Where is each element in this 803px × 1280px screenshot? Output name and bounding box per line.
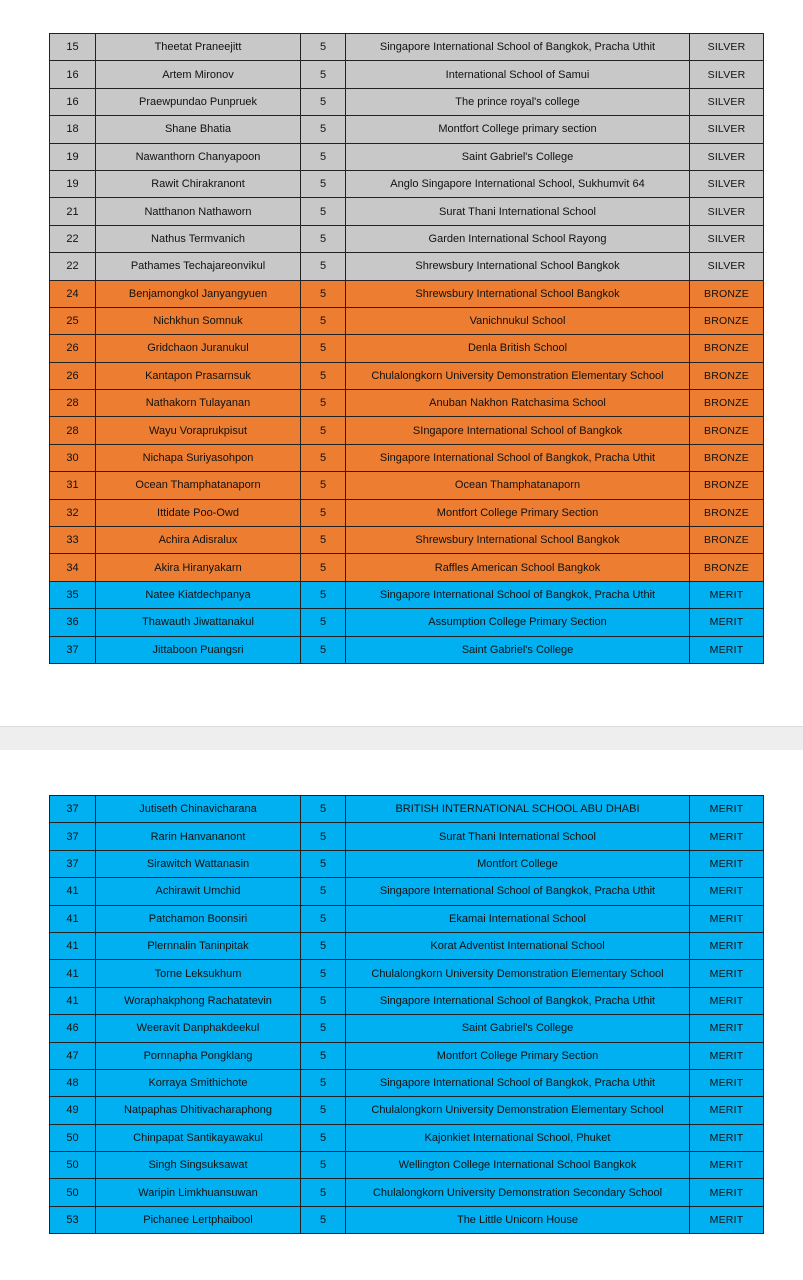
grade-cell: 5 [301,1042,346,1069]
table-row [50,280,764,307]
student-name-cell: Nichkhun Somnuk [96,307,301,334]
student-name-cell: Nichapa Suriyasohpon [96,444,301,471]
grade-cell: 5 [301,116,346,143]
table-row [50,905,764,932]
school-cell: Denla British School [346,335,690,362]
award-badge: BRONZE [690,444,764,471]
rank-cell: 22 [50,225,96,252]
grade-cell: 5 [301,307,346,334]
award-badge: BRONZE [690,499,764,526]
table-row [50,960,764,987]
award-badge: MERIT [690,1152,764,1179]
rank-cell: 41 [50,905,96,932]
rank-cell: 32 [50,499,96,526]
table-row [50,88,764,115]
school-cell: Montfort College Primary Section [346,499,690,526]
student-name-cell: Nathus Termvanich [96,225,301,252]
table-row [50,116,764,143]
table-row [50,796,764,823]
grade-cell: 5 [301,1069,346,1096]
award-badge: BRONZE [690,335,764,362]
award-badge: MERIT [690,581,764,608]
award-badge: MERIT [690,1042,764,1069]
rank-cell: 37 [50,796,96,823]
grade-cell: 5 [301,1097,346,1124]
student-name-cell: Korraya Smithichote [96,1069,301,1096]
student-name-cell: Wayu Voraprukpisut [96,417,301,444]
award-badge: MERIT [690,1097,764,1124]
student-name-cell: Ittidate Poo-Owd [96,499,301,526]
rank-cell: 47 [50,1042,96,1069]
table-row [50,417,764,444]
grade-cell: 5 [301,417,346,444]
student-name-cell: Jutiseth Chinavicharana [96,796,301,823]
student-name-cell: Sirawitch Wattanasin [96,850,301,877]
grade-cell: 5 [301,905,346,932]
rank-cell: 31 [50,472,96,499]
page-separator [0,726,803,751]
results-table-body [50,34,764,664]
rank-cell: 16 [50,61,96,88]
rank-cell: 21 [50,198,96,225]
grade-cell: 5 [301,1152,346,1179]
school-cell: Garden International School Rayong [346,225,690,252]
grade-cell: 5 [301,143,346,170]
table-row [50,390,764,417]
rank-cell: 34 [50,554,96,581]
school-cell: Montfort College primary section [346,116,690,143]
table-row [50,307,764,334]
student-name-cell: Natthanon Nathaworn [96,198,301,225]
grade-cell: 5 [301,527,346,554]
rank-cell: 26 [50,335,96,362]
student-name-cell: Torne Leksukhum [96,960,301,987]
rank-cell: 35 [50,581,96,608]
grade-cell: 5 [301,823,346,850]
rank-cell: 41 [50,932,96,959]
school-cell: Assumption College Primary Section [346,609,690,636]
rank-cell: 15 [50,34,96,61]
school-cell: Singapore International School of Bangkok, Pracha Uthit [346,1069,690,1096]
student-name-cell: Natpaphas Dhitivacharaphong [96,1097,301,1124]
award-badge: BRONZE [690,472,764,499]
school-cell: Singapore International School of Bangkok, Pracha Uthit [346,987,690,1014]
table-row [50,1015,764,1042]
grade-cell: 5 [301,932,346,959]
school-cell: Shrewsbury International School Bangkok [346,280,690,307]
student-name-cell: Natee Kiatdechpanya [96,581,301,608]
table-row [50,253,764,280]
table-row [50,1042,764,1069]
table-row [50,609,764,636]
award-badge: BRONZE [690,554,764,581]
grade-cell: 5 [301,444,346,471]
rank-cell: 28 [50,390,96,417]
student-name-cell: Nathakorn Tulayanan [96,390,301,417]
student-name-cell: Shane Bhatia [96,116,301,143]
school-cell: Anglo Singapore International School, Sukhumvit 64 [346,170,690,197]
grade-cell: 5 [301,390,346,417]
student-name-cell: Plernnalin Taninpitak [96,932,301,959]
award-badge: MERIT [690,823,764,850]
rank-cell: 25 [50,307,96,334]
award-badge: SILVER [690,116,764,143]
school-cell: Chulalongkorn University Demonstration Elementary School [346,1097,690,1124]
school-cell: Kajonkiet International School, Phuket [346,1124,690,1151]
grade-cell: 5 [301,1015,346,1042]
student-name-cell: Weeravit Danphakdeekul [96,1015,301,1042]
award-badge: BRONZE [690,362,764,389]
grade-cell: 5 [301,280,346,307]
rank-cell: 37 [50,636,96,663]
rank-cell: 41 [50,987,96,1014]
student-name-cell: Patchamon Boonsiri [96,905,301,932]
table-row [50,636,764,663]
table-row [50,932,764,959]
rank-cell: 46 [50,1015,96,1042]
award-badge: MERIT [690,850,764,877]
school-cell: Chulalongkorn University Demonstration Elementary School [346,960,690,987]
results-table-page-2 [49,795,764,1234]
table-row [50,472,764,499]
rank-cell: 50 [50,1179,96,1206]
table-row [50,554,764,581]
school-cell: Ocean Thamphatanaporn [346,472,690,499]
student-name-cell: Achira Adisralux [96,527,301,554]
award-badge: BRONZE [690,307,764,334]
rank-cell: 26 [50,362,96,389]
table-row [50,1152,764,1179]
school-cell: Wellington College International School Bangkok [346,1152,690,1179]
rank-cell: 37 [50,823,96,850]
results-table-body [50,796,764,1234]
school-cell: Saint Gabriel's College [346,636,690,663]
school-cell: Anuban Nakhon Ratchasima School [346,390,690,417]
school-cell: Surat Thani International School [346,198,690,225]
rank-cell: 37 [50,850,96,877]
rank-cell: 49 [50,1097,96,1124]
rank-cell: 19 [50,170,96,197]
rank-cell: 24 [50,280,96,307]
student-name-cell: Pathames Techajareonvikul [96,253,301,280]
rank-cell: 50 [50,1152,96,1179]
award-badge: MERIT [690,609,764,636]
table-row [50,444,764,471]
school-cell: Chulalongkorn University Demonstration Elementary School [346,362,690,389]
award-badge: SILVER [690,253,764,280]
award-badge: MERIT [690,1124,764,1151]
rank-cell: 50 [50,1124,96,1151]
rank-cell: 36 [50,609,96,636]
student-name-cell: Pornnapha Pongklang [96,1042,301,1069]
school-cell: Ekamai International School [346,905,690,932]
table-row [50,143,764,170]
grade-cell: 5 [301,878,346,905]
student-name-cell: Artem Mironov [96,61,301,88]
rank-cell: 22 [50,253,96,280]
rank-cell: 48 [50,1069,96,1096]
award-badge: SILVER [690,170,764,197]
grade-cell: 5 [301,198,346,225]
table-row [50,225,764,252]
grade-cell: 5 [301,335,346,362]
student-name-cell: Ocean Thamphatanaporn [96,472,301,499]
student-name-cell: Achirawit Umchid [96,878,301,905]
grade-cell: 5 [301,253,346,280]
award-badge: SILVER [690,198,764,225]
school-cell: Montfort College Primary Section [346,1042,690,1069]
table-row [50,34,764,61]
school-cell: BRITISH INTERNATIONAL SCHOOL ABU DHABI [346,796,690,823]
grade-cell: 5 [301,796,346,823]
grade-cell: 5 [301,88,346,115]
grade-cell: 5 [301,581,346,608]
student-name-cell: Benjamongkol Janyangyuen [96,280,301,307]
rank-cell: 16 [50,88,96,115]
award-badge: MERIT [690,960,764,987]
rank-cell: 33 [50,527,96,554]
school-cell: Saint Gabriel's College [346,143,690,170]
table-row [50,850,764,877]
school-cell: The prince royal's college [346,88,690,115]
table-row [50,878,764,905]
rank-cell: 30 [50,444,96,471]
grade-cell: 5 [301,554,346,581]
award-badge: MERIT [690,1015,764,1042]
student-name-cell: Chinpapat Santikayawakul [96,1124,301,1151]
table-row [50,362,764,389]
grade-cell: 5 [301,1179,346,1206]
student-name-cell: Rawit Chirakranont [96,170,301,197]
student-name-cell: Theetat Praneejitt [96,34,301,61]
school-cell: Montfort College [346,850,690,877]
school-cell: SIngapore International School of Bangkok [346,417,690,444]
student-name-cell: Nawanthorn Chanyapoon [96,143,301,170]
student-name-cell: Gridchaon Juranukul [96,335,301,362]
table-row [50,170,764,197]
student-name-cell: Praewpundao Punpruek [96,88,301,115]
award-badge: MERIT [690,1179,764,1206]
award-badge: MERIT [690,796,764,823]
grade-cell: 5 [301,170,346,197]
table-row [50,1206,764,1233]
table-row [50,335,764,362]
award-badge: SILVER [690,88,764,115]
table-row [50,1097,764,1124]
student-name-cell: Waripin Limkhuansuwan [96,1179,301,1206]
school-cell: Surat Thani International School [346,823,690,850]
student-name-cell: Jittaboon Puangsri [96,636,301,663]
grade-cell: 5 [301,34,346,61]
award-badge: BRONZE [690,527,764,554]
award-badge: SILVER [690,34,764,61]
award-badge: SILVER [690,143,764,170]
grade-cell: 5 [301,1206,346,1233]
results-page-2 [0,750,803,1280]
grade-cell: 5 [301,472,346,499]
grade-cell: 5 [301,850,346,877]
award-badge: MERIT [690,1069,764,1096]
school-cell: Shrewsbury International School Bangkok [346,253,690,280]
table-row [50,987,764,1014]
table-row [50,61,764,88]
school-cell: Vanichnukul School [346,307,690,334]
school-cell: Chulalongkorn University Demonstration Secondary School [346,1179,690,1206]
school-cell: Singapore International School of Bangkok, Pracha Uthit [346,444,690,471]
rank-cell: 28 [50,417,96,444]
school-cell: Raffles American School Bangkok [346,554,690,581]
award-badge: SILVER [690,61,764,88]
student-name-cell: Pichanee Lertphaibool [96,1206,301,1233]
award-badge: MERIT [690,1206,764,1233]
rank-cell: 41 [50,878,96,905]
school-cell: Singapore International School of Bangkok, Pracha Uthit [346,34,690,61]
grade-cell: 5 [301,987,346,1014]
school-cell: Singapore International School of Bangkok, Pracha Uthit [346,581,690,608]
table-row [50,527,764,554]
award-badge: MERIT [690,636,764,663]
grade-cell: 5 [301,636,346,663]
table-row [50,581,764,608]
results-table-page-1 [49,33,764,664]
table-row [50,1179,764,1206]
grade-cell: 5 [301,960,346,987]
table-row [50,499,764,526]
school-cell: The Little Unicorn House [346,1206,690,1233]
award-badge: MERIT [690,987,764,1014]
award-badge: BRONZE [690,280,764,307]
award-badge: BRONZE [690,417,764,444]
rank-cell: 19 [50,143,96,170]
student-name-cell: Singh Singsuksawat [96,1152,301,1179]
table-row [50,1069,764,1096]
grade-cell: 5 [301,609,346,636]
grade-cell: 5 [301,362,346,389]
rank-cell: 18 [50,116,96,143]
rank-cell: 53 [50,1206,96,1233]
student-name-cell: Kantapon Prasarnsuk [96,362,301,389]
school-cell: International School of Samui [346,61,690,88]
table-row [50,1124,764,1151]
student-name-cell: Thawauth Jiwattanakul [96,609,301,636]
award-badge: SILVER [690,225,764,252]
table-row [50,823,764,850]
school-cell: Korat Adventist International School [346,932,690,959]
student-name-cell: Woraphakphong Rachatatevin [96,987,301,1014]
award-badge: MERIT [690,905,764,932]
award-badge: MERIT [690,932,764,959]
grade-cell: 5 [301,61,346,88]
student-name-cell: Rarin Hanvananont [96,823,301,850]
award-badge: BRONZE [690,390,764,417]
school-cell: Singapore International School of Bangkok, Pracha Uthit [346,878,690,905]
grade-cell: 5 [301,499,346,526]
school-cell: Shrewsbury International School Bangkok [346,527,690,554]
rank-cell: 41 [50,960,96,987]
grade-cell: 5 [301,225,346,252]
grade-cell: 5 [301,1124,346,1151]
award-badge: MERIT [690,878,764,905]
table-row [50,198,764,225]
school-cell: Saint Gabriel's College [346,1015,690,1042]
student-name-cell: Akira Hiranyakarn [96,554,301,581]
